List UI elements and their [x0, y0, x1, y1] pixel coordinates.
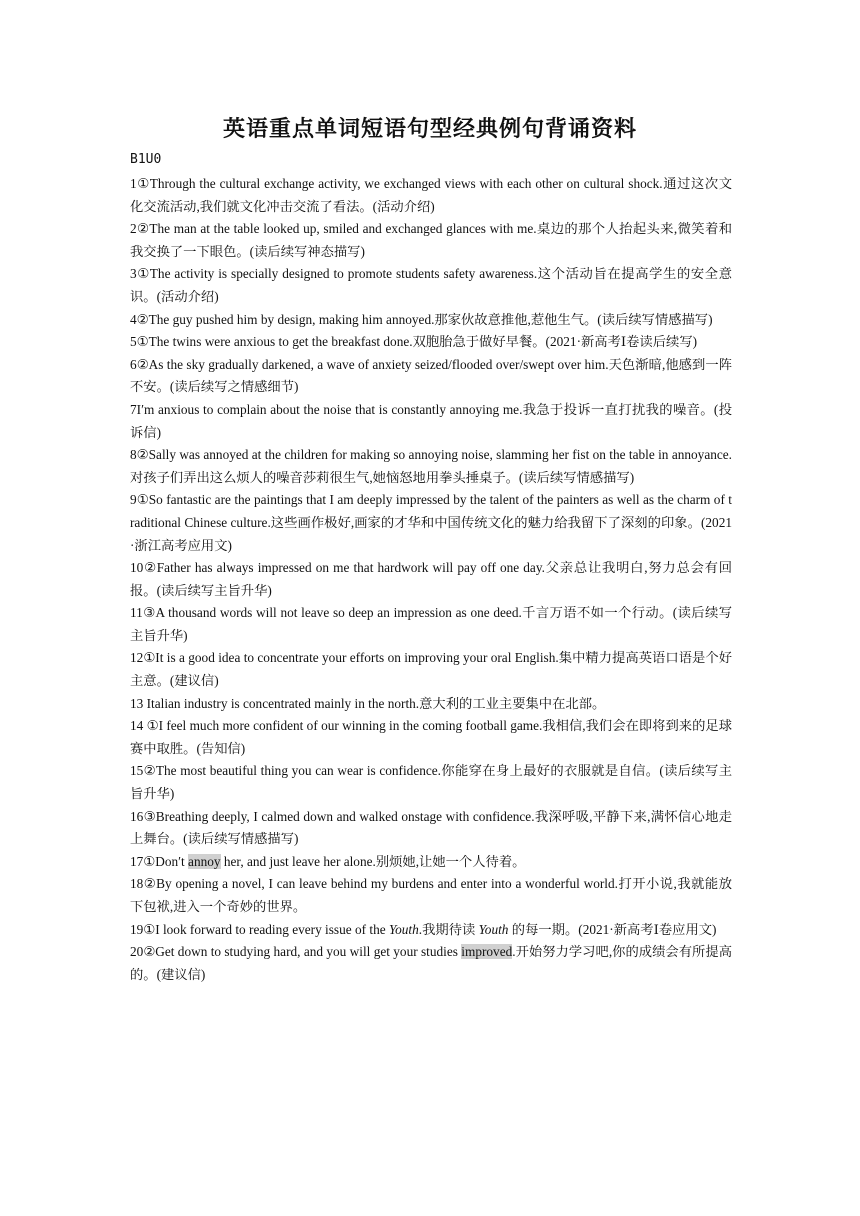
- sentence-entry-7: 7I′m anxious to complain about the noise that is constantly annoying me.我急于投诉一直打扰我的噪音。(投诉信): [130, 401, 732, 440]
- sentence-entry-15: 15②The most beautiful thing you can wear is confidence.你能穿在身上最好的衣服就是自信。(读后续写主旨升华): [130, 763, 732, 802]
- sentence-entry-14: 14 ①I feel much more confident of our winning in the coming football game.我相信,我们会在即将到来的足球赛中取胜。(告知信): [130, 718, 732, 756]
- sentence-entry-13: 13 Italian industry is concentrated mainly in the north.意大利的工业主要集中在北部。: [130, 695, 606, 711]
- highlighted-word: improved: [461, 944, 513, 960]
- sentence-text: 19①I look forward to reading every issue of the: [130, 921, 389, 937]
- sentence-entry-17: [130, 851, 732, 874]
- sentence-text: 的每一期。(2021·新高考Ⅰ卷应用文): [508, 921, 717, 937]
- sentence-entry-11: 11③A thousand words will not leave so deep an impression as one deed.千言万语不如一个行动。(读后续写主旨升华): [130, 605, 732, 643]
- italic-title: Youth: [478, 921, 509, 937]
- sentence-list: [130, 173, 732, 986]
- section-label: B1U0: [130, 152, 162, 167]
- sentence-text: .我期待读: [418, 921, 479, 937]
- sentence-entry-19: [130, 919, 732, 942]
- italic-title: Youth: [388, 921, 419, 937]
- sentence-entry-1: 1①Through the cultural exchange activity, we exchanged views with each other on cultural shock.通过这次文化交流活动,我们就文化冲击交流了看法。(活动介绍): [130, 176, 732, 214]
- page-title: 英语重点单词短语句型经典例句背诵资料: [222, 116, 637, 142]
- sentence-entry-20: [130, 941, 732, 986]
- sentence-entry-3: 3①The activity is specially designed to promote students safety awareness.这个活动旨在提高学生的安全意识。(活动介绍): [130, 266, 732, 304]
- sentence-entry-2: 2②The man at the table looked up, smiled and exchanged glances with me.桌边的那个人抬起头来,微笑着和我交换了一下眼色。(读后续写神态描写): [130, 221, 732, 259]
- sentence-entry-18: 18②By opening a novel, I can leave behind my burdens and enter into a wonderful world.打开小说,我就能放下包袱,进入一个奇妙的世界。: [130, 876, 732, 914]
- sentence-entry-10: 10②Father has always impressed on me that hardwork will pay off one day.父亲总让我明白,努力总会有回报。(读后续写主旨升华): [130, 560, 732, 598]
- sentence-entry-12: 12①It is a good idea to concentrate your efforts on improving your oral English.集中精力提高英语口语是个好主意。(建议信): [130, 650, 732, 689]
- sentence-entry-9: 9①So fantastic are the paintings that I am deeply impressed by the talent of the painters as well as the charm of traditional Chinese culture.这些画作极好,画家的才华和中国传统文化的魅力给我留下了深刻的印象。(2021·浙江高考应用文): [130, 492, 732, 553]
- sentence-entry-5: 5①The twins were anxious to get the breakfast done.双胞胎急于做好早餐。(2021·新高考Ⅰ卷读后续写): [130, 334, 698, 350]
- sentence-entry-4: 4②The guy pushed him by design, making him annoyed.那家伙故意推他,惹他生气。(读后续写情感描写): [130, 311, 713, 327]
- sentence-text: her, and just leave her alone.别烦她,让她一个人待着。: [220, 853, 526, 869]
- sentence-entry-6: 6②As the sky gradually darkened, a wave of anxiety seized/flooded over/swept over him.天色渐暗,他感到一阵不安。(读后续写之情感细节): [130, 356, 732, 395]
- sentence-entry-16: 16③Breathing deeply, I calmed down and walked onstage with confidence.我深呼吸,平静下来,满怀信心地走上舞台。(读后续写情感描写): [130, 808, 732, 847]
- highlighted-word: annoy: [188, 853, 221, 869]
- sentence-text: 20②Get down to studying hard, and you will get your studies: [130, 944, 462, 960]
- sentence-text: 17①Don′t: [130, 853, 189, 869]
- sentence-entry-8: 8②Sally was annoyed at the children for making so annoying noise, slamming her fist on the table in annoyance.对孩子们弄出这么烦人的噪音莎莉很生气,她恼怒地用拳头捶桌子。(读后续写情感描写): [130, 447, 732, 485]
- sentence-text: .开始努力学习吧,你的成绩会有所提高的。(建议信): [130, 944, 732, 982]
